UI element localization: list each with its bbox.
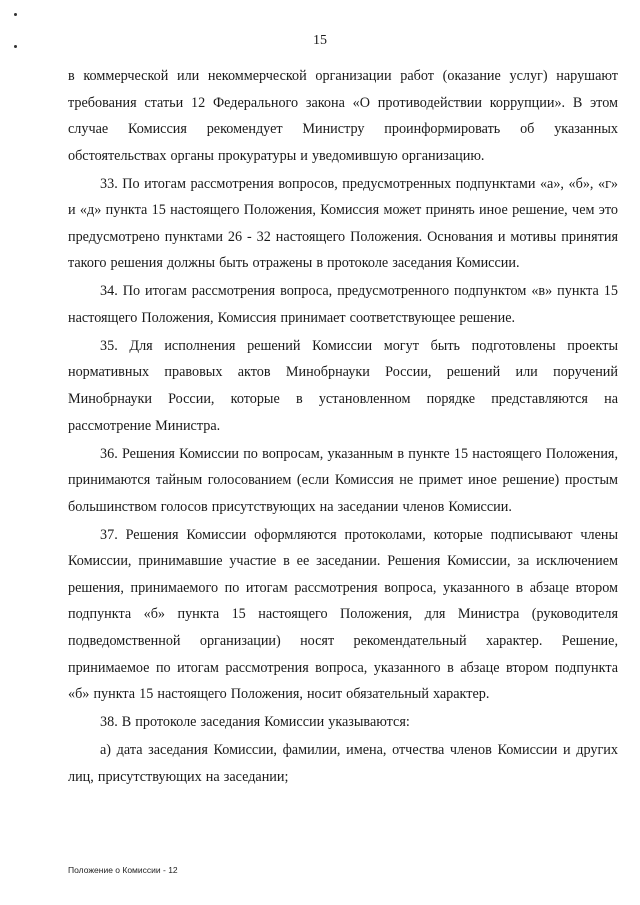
paragraph-34: 34. По итогам рассмотрения вопроса, предусмотренного подпунктом «в» пункта 15 настоящего Положения, Комиссия принимает соответствующее решение. — [68, 283, 618, 326]
footer-document-label: Положение о Комиссии - 12 — [68, 865, 178, 875]
paragraph-33: 33. По итогам рассмотрения вопросов, предусмотренных подпунктами «а», «б», «г» и «д» пункта 15 настоящего Положения, Комиссия может принять иное решение, чем это предусмотрено пунктами 26 - 32 настоящего Положения. Основания и мотивы принятия такого решения должны быть отражены в протоколе заседания Комиссии. — [68, 175, 618, 272]
paragraph-38: 38. В протоколе заседания Комиссии указываются: — [100, 714, 410, 731]
paragraph-continuation: в коммерческой или некоммерческой организации работ (оказание услуг) нарушают требования статьи 12 Федерального закона «О противодействии коррупции». В этом случае Комиссия рекомендует Министру проинформировать об указанных обстоятельствах органы прокуратуры и уведомившую организацию. — [68, 68, 618, 164]
scan-artifact-dot — [14, 13, 17, 16]
page-number: 15 — [313, 33, 327, 48]
paragraph-36: 36. Решения Комиссии по вопросам, указанным в пункте 15 настоящего Положения, принимаются тайным голосованием (если Комиссия не примет иное решение) простым большинством голосов присутствующих на заседании членов Комиссии. — [68, 445, 618, 515]
document-body — [68, 63, 618, 791]
paragraph-37: 37. Решения Комиссии оформляются протоколами, которые подписывают члены Комиссии, принимавшие участие в ее заседании. Решения Комиссии, за исключением решения, принимаемого по итогам рассмотрения вопроса, указанного в абзаце втором подпункта «б» пункта 15 настоящего Положения, для Министра (руководителя подведомственной организации) носят рекомендательный характер. Решение, принимаемое по итогам рассмотрения вопроса, указанного в абзаце втором подпункта «б» пункта 15 настоящего Положения, носит обязательный характер. — [68, 526, 618, 703]
paragraph-38a: а) дата заседания Комиссии, фамилии, имена, отчества членов Комиссии и других лиц, присутствующих на заседании; — [68, 741, 618, 785]
paragraph-35: 35. Для исполнения решений Комиссии могут быть подготовлены проекты нормативных правовых актов Минобрнауки России, решений или поручений Минобрнауки России, которые в установленном порядке представляются на рассмотрение Министра. — [68, 337, 618, 434]
